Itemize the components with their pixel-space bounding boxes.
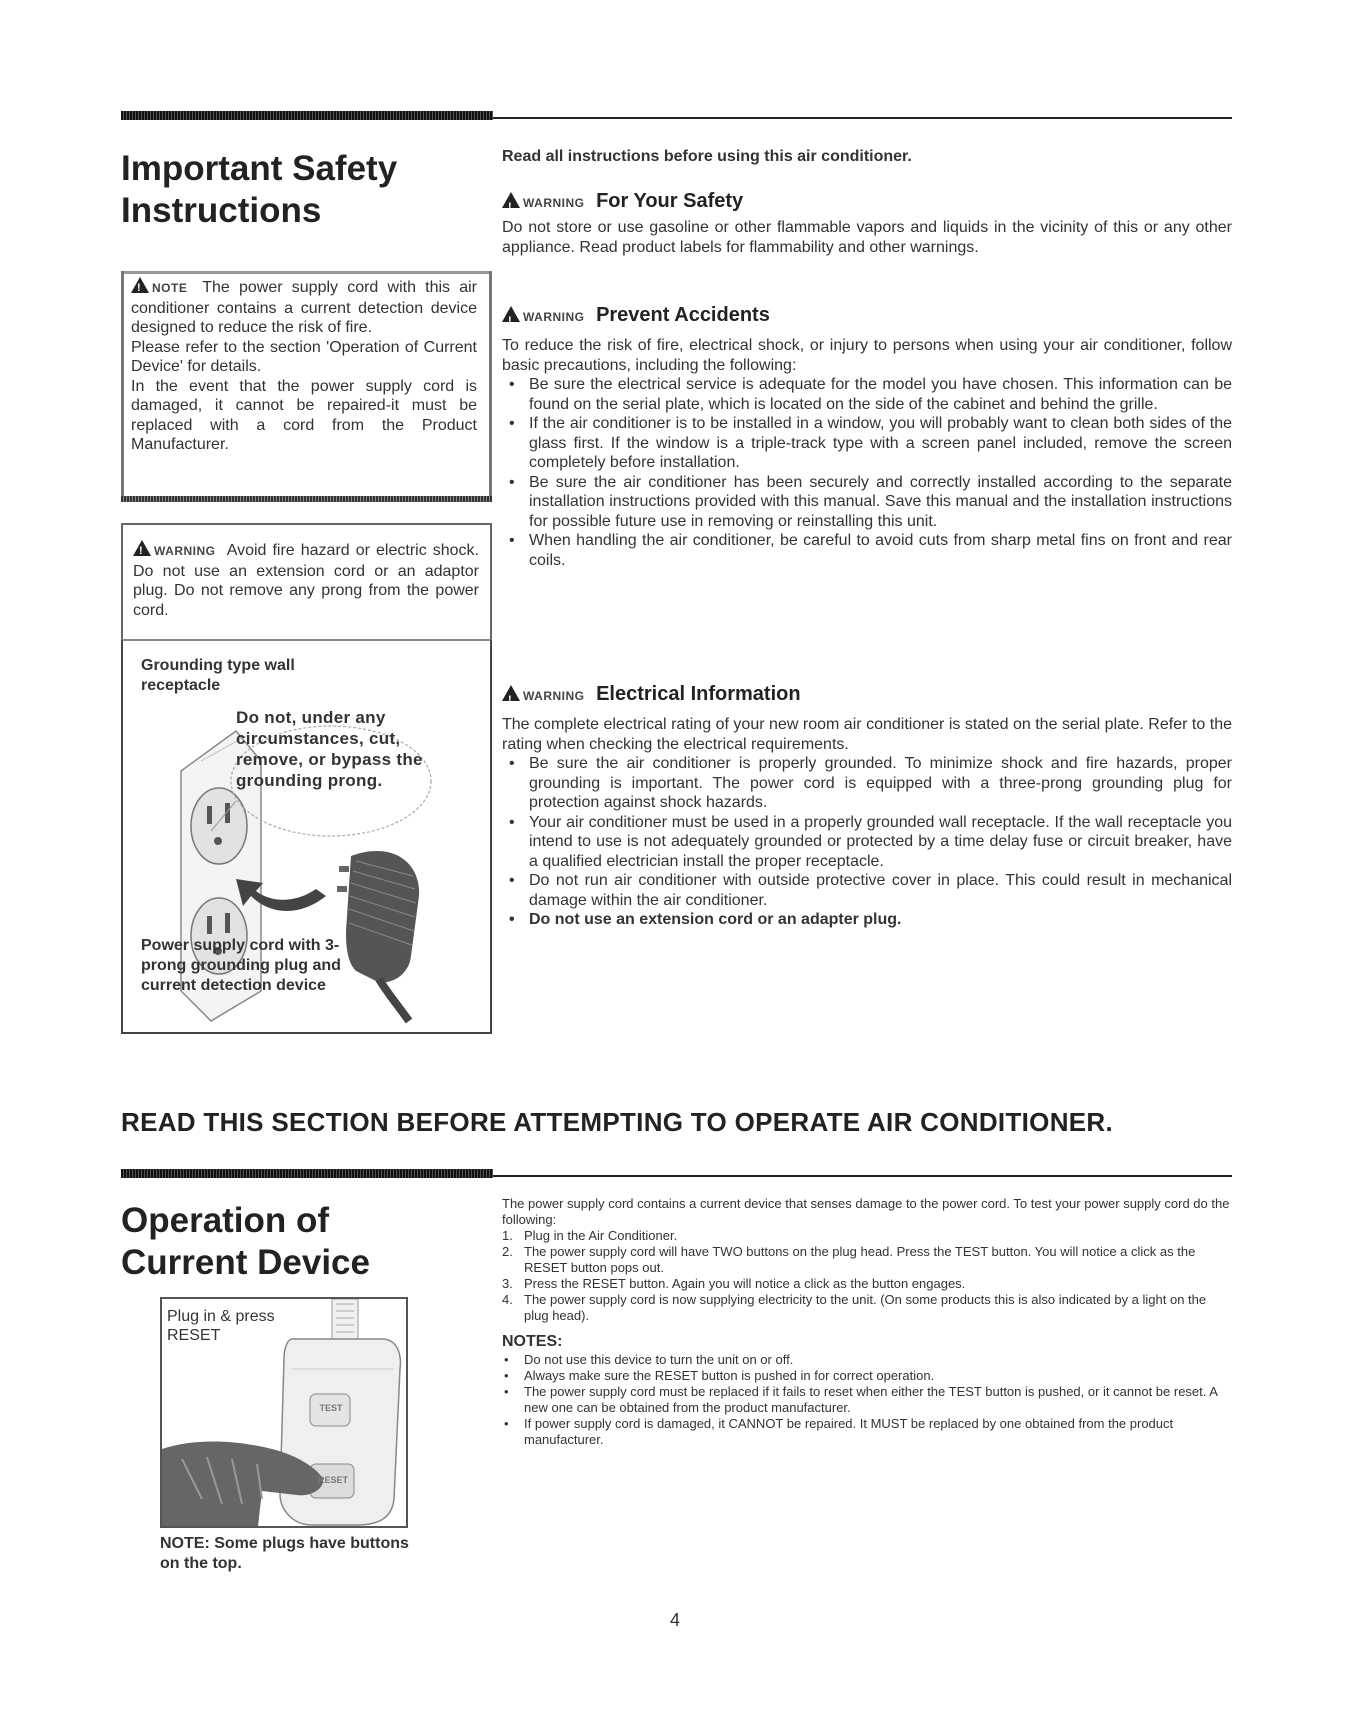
warning-triangle-icon bbox=[131, 277, 149, 293]
important-safety-title: Important Safety Instructions bbox=[121, 149, 398, 230]
list-item: • Be sure the air conditioner is properly grounded. To minimize shock and fire hazards, proper grounding is important. The power cord is equipped with a three-prong grounding plug for protection against shock hazards. bbox=[529, 754, 1232, 813]
prevent-accidents-section bbox=[502, 302, 1232, 570]
list-item: • Always make sure the RESET button is pushed in for correct operation. bbox=[524, 1368, 1232, 1384]
operation-title: Operation of Current Device bbox=[121, 1201, 370, 1282]
prevent-accidents-intro: To reduce the risk of fire, electrical shock, or injury to persons when using your air conditioner, follow basic precautions, including the following: bbox=[502, 337, 1232, 374]
electrical-information-list bbox=[502, 754, 1232, 930]
warning-box-text bbox=[133, 540, 479, 620]
electrical-information-heading: !WARNING Electrical Information bbox=[502, 681, 1232, 709]
cord-label: Power supply cord with 3-prong grounding plug and current detection device bbox=[141, 937, 341, 994]
warning-triangle-icon bbox=[502, 306, 520, 322]
list-item: • Be sure the electrical service is adequate for the model you have chosen. This information can be found on the serial plate, which is located on the side of the cabinet and behind the grille. bbox=[529, 375, 1232, 414]
grounding-title: Grounding type wall receptacle bbox=[141, 657, 295, 694]
note-box-bottom-border bbox=[121, 496, 492, 502]
operation-text bbox=[502, 1196, 1232, 1448]
list-item: • The power supply cord must be replaced if it fails to reset when either the TEST button is pushed, or it cannot be reset. A new one can be obtained from the product manufacturer. bbox=[524, 1384, 1232, 1416]
test-button-label: TEST bbox=[319, 1403, 343, 1413]
warning-label: WARNING bbox=[523, 310, 585, 324]
list-item: 4. The power supply cord is now supplying electricity to the unit. (On some products this is also indicated by a light on the plug head). bbox=[502, 1292, 1207, 1323]
list-item: • If power supply cord is damaged, it CANNOT be repaired. It MUST be replaced by one obtained from the product manufacturer. bbox=[524, 1416, 1232, 1448]
warning-triangle-icon bbox=[502, 685, 520, 701]
operation-steps bbox=[502, 1228, 1232, 1324]
warning-label: WARNING bbox=[154, 544, 216, 558]
note-box bbox=[121, 271, 492, 502]
top-section-bar bbox=[121, 111, 493, 120]
bottom-section-rule bbox=[493, 1175, 1232, 1177]
for-your-safety-text: Do not store or use gasoline or other flammable vapors and liquids in the vicinity of this or any other appliance. Read product labels for flammability and other warnings. bbox=[502, 219, 1232, 256]
plug-in-label: Plug in & press RESET bbox=[167, 1308, 275, 1344]
top-section-rule bbox=[493, 117, 1232, 119]
page-number: 4 bbox=[669, 1610, 680, 1630]
bottom-section-bar bbox=[121, 1169, 493, 1178]
read-all-instructions: Read all instructions before using this air conditioner. bbox=[502, 148, 912, 165]
warning-triangle-icon bbox=[502, 192, 520, 208]
warning-text: Avoid fire hazard or electric shock. Do not use an extension cord or an adaptor plug. Do not remove any prong from the power cord. bbox=[133, 542, 480, 619]
list-item: • When handling the air conditioner, be careful to avoid cuts from sharp metal fins on front and rear coils. bbox=[529, 531, 1232, 570]
note-label: NOTE bbox=[152, 281, 188, 295]
list-item: • Do not run air conditioner with outside protective cover in place. This could result in mechanical damage within the air conditioner. bbox=[529, 871, 1232, 910]
note-box-left-border bbox=[121, 271, 124, 502]
list-item: 3. Press the RESET button. Again you will notice a click as the button engages. bbox=[502, 1276, 966, 1291]
list-item: • Do not use this device to turn the unit on or off. bbox=[524, 1352, 1232, 1368]
note-text-2: Please refer to the section 'Operation of Current Device' for details. bbox=[131, 338, 477, 375]
plug-figure-box bbox=[160, 1297, 408, 1528]
note-box-right-border bbox=[489, 271, 492, 502]
warning-box bbox=[121, 523, 492, 640]
list-item: 2. The power supply cord will have TWO buttons on the plug head. Press the TEST button. You will notice a click as the RESET button pops out. bbox=[502, 1244, 1196, 1275]
grounding-figure-box bbox=[121, 639, 492, 1034]
upper-outlet bbox=[191, 788, 247, 864]
note-text-3: In the event that the power supply cord is damaged, it cannot be repaired-it must be replaced with a cord from the Product Manufacturer. bbox=[131, 377, 477, 453]
operation-intro: The power supply cord contains a current device that senses damage to the power cord. To test your power supply cord do the following: bbox=[502, 1196, 1230, 1227]
prevent-accidents-heading: !WARNING Prevent Accidents bbox=[502, 302, 1232, 330]
note-box-top-border bbox=[121, 271, 492, 274]
power-cord bbox=[379, 979, 409, 1021]
read-section-banner: READ THIS SECTION BEFORE ATTEMPTING TO OPERATE AIR CONDITIONER. bbox=[121, 1107, 1114, 1137]
plug-note: NOTE: Some plugs have buttons on the top. bbox=[160, 1535, 409, 1572]
electrical-information-intro: The complete electrical rating of your new room air conditioner is stated on the serial plate. Refer to the rating when checking the electrical requirements. bbox=[502, 716, 1232, 753]
notes-heading: NOTES: bbox=[502, 1333, 563, 1350]
note-box-text bbox=[131, 277, 477, 455]
electrical-information-section bbox=[502, 681, 1232, 930]
for-your-safety-heading: !WARNING For Your Safety bbox=[502, 188, 1232, 216]
reset-button-label: RESET bbox=[317, 1475, 348, 1485]
prevent-accidents-list bbox=[502, 375, 1232, 570]
warning-label: WARNING bbox=[523, 689, 585, 703]
warning-triangle-icon bbox=[133, 540, 151, 556]
notes-list bbox=[502, 1352, 1232, 1448]
list-item: • If the air conditioner is to be installed in a window, you will probably want to clean both sides of the glass first. If the window is a triple-track type with a screen panel included, remove the screen completely before installation. bbox=[529, 414, 1232, 473]
for-your-safety-section bbox=[502, 188, 1232, 257]
note-text-1: The power supply cord with this air conditioner contains a current detection device designed to reduce the risk of fire. bbox=[131, 279, 478, 336]
list-item: • Your air conditioner must be used in a properly grounded wall receptacle. If the wall receptacle you intend to use is not adequately grounded or protected by a time delay fuse or circuit breaker, have a qualified electrician install the proper receptacle. bbox=[529, 813, 1232, 872]
list-item: • Do not use an extension cord or an adapter plug. bbox=[529, 910, 1232, 930]
warning-label: WARNING bbox=[523, 196, 585, 210]
list-item: • Be sure the air conditioner has been securely and correctly installed according to the separate installation instructions provided with this manual. Save this manual and the installation instructions for possible future use in removing or reinstalling this unit. bbox=[529, 473, 1232, 532]
grounding-callout-text: Do not, under any circumstances, cut, remove, or bypass the grounding prong. bbox=[236, 708, 423, 790]
list-item: 1. Plug in the Air Conditioner. bbox=[502, 1228, 678, 1243]
